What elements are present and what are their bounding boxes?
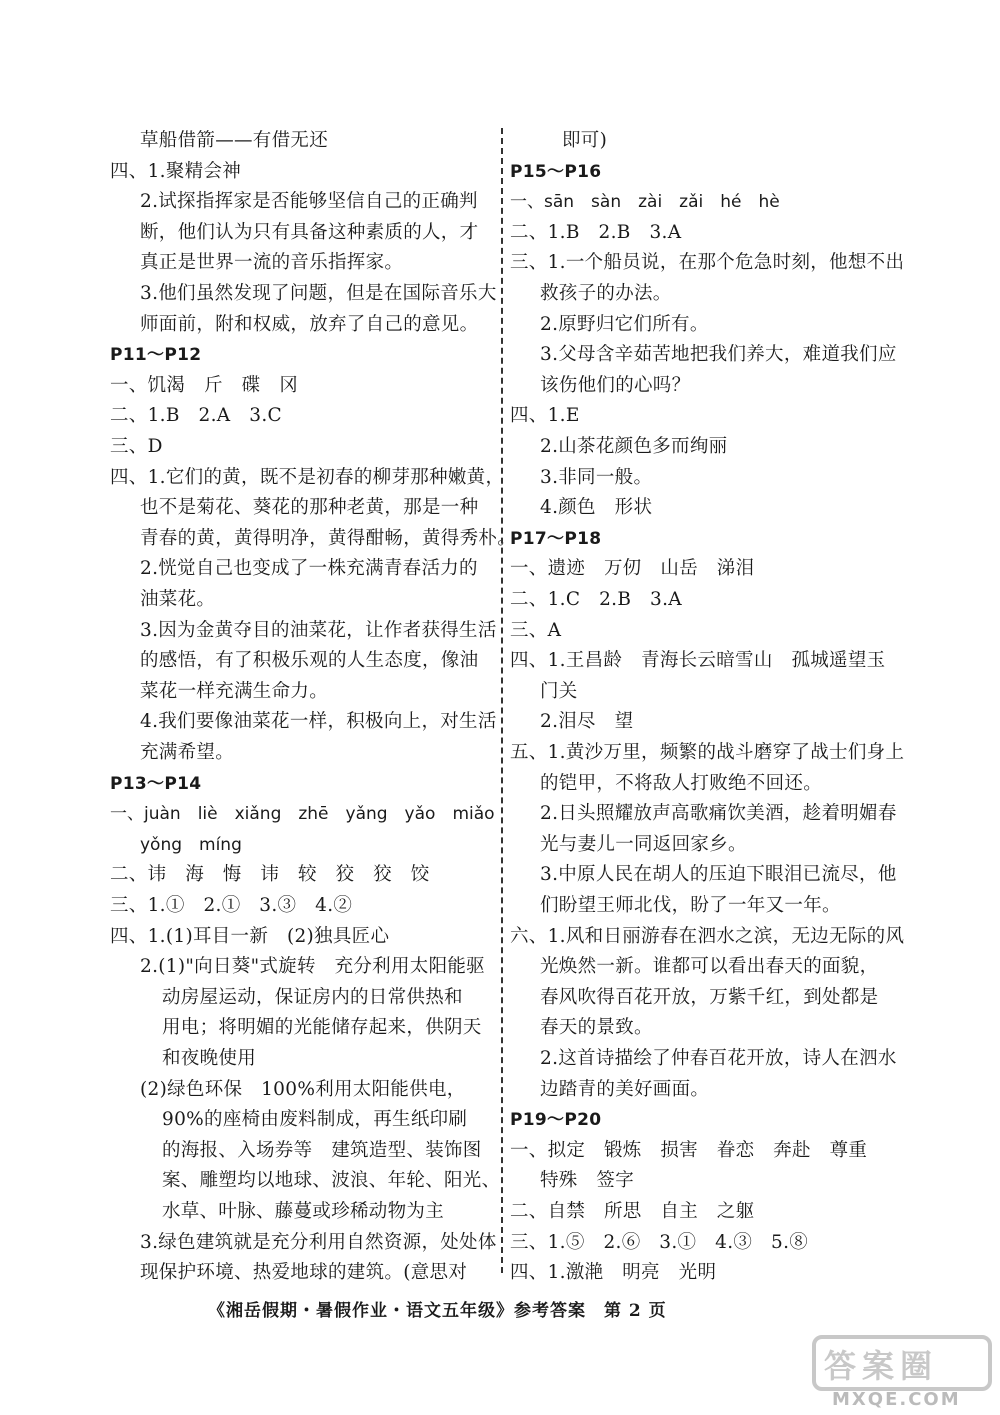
answer-line: 水草、叶脉、藤蔓或珍稀动物为主 bbox=[162, 1201, 445, 1222]
answer-line: 一、sān sàn zài zǎi hé hè bbox=[510, 192, 780, 213]
answer-line: 3.父母含辛茹苦地把我们养大，难道我们应 bbox=[540, 344, 897, 366]
answer-line: 2.日头照耀放声高歌痛饮美酒，趁着明媚春 bbox=[540, 803, 897, 825]
watermark-logo bbox=[812, 1335, 987, 1410]
answer-line: 三、D bbox=[110, 436, 163, 457]
answer-line: 春天的景致。 bbox=[540, 1017, 653, 1039]
answer-line: 案、雕塑均以地球、波浪、年轮、阳光、 bbox=[162, 1170, 501, 1192]
answer-line: 充满希望。 bbox=[140, 742, 235, 763]
answer-line: 的海报、入场券等 建筑造型、装饰图 bbox=[162, 1139, 482, 1161]
answer-line: (2)绿色环保 100%利用太阳能供电， bbox=[140, 1078, 466, 1100]
answer-line: 一、拟定 锻炼 损害 眷恋 奔赴 尊重 bbox=[510, 1139, 868, 1161]
answer-line: 一、饥渴 斤 碟 冈 bbox=[110, 374, 299, 396]
answer-line: 二、讳 海 悔 讳 较 狡 狡 饺 bbox=[110, 864, 430, 886]
answer-line: 3.绿色建筑就是充分利用自然资源，处处体 bbox=[140, 1231, 497, 1253]
answer-line: 3.中原人民在胡人的压迫下眼泪已流尽，他 bbox=[540, 864, 897, 886]
answer-line: 一、juàn liè xiǎng zhē yǎng yǎo miǎo bbox=[110, 804, 495, 825]
answer-line: 三、A bbox=[510, 619, 562, 641]
answer-line: 菜花一样充满生命力。 bbox=[140, 680, 329, 702]
answer-line: 春风吹得百花开放，万紫千红，到处都是 bbox=[540, 986, 879, 1008]
answer-line: 四、1.王昌龄 青海长云暗雪山 孤城遥望玉 bbox=[510, 650, 886, 672]
answer-line: 四、1.(1)耳目一新 (2)独具匠心 bbox=[110, 925, 390, 947]
answer-line: 和夜晚使用 bbox=[162, 1048, 257, 1069]
answer-line: 即可) bbox=[562, 130, 608, 151]
answer-line: 边踏青的美好画面。 bbox=[540, 1078, 710, 1100]
answer-line: 2.泪尽 望 bbox=[540, 711, 634, 733]
answer-line: 救孩子的办法。 bbox=[540, 283, 672, 304]
answer-line: 一、遗迹 万仞 山岳 涕泪 bbox=[510, 558, 755, 580]
answer-line: 四、1.E bbox=[510, 405, 580, 427]
answer-line: 们盼望王师北伐，盼了一年又一年。 bbox=[540, 895, 841, 916]
answer-line: 六、1.风和日丽游春在泗水之滨，无边无际的风 bbox=[510, 925, 905, 947]
answer-line: 3.非同一般。 bbox=[540, 466, 653, 488]
answer-line: yǒng míng bbox=[140, 834, 242, 855]
answer-line: 的铠甲，不将敌人打败绝不回还。 bbox=[540, 772, 823, 794]
answer-line: 二、1.B 2.A 3.C bbox=[110, 405, 282, 427]
answer-line: 2.试探指挥家是否能够坚信自己的正确判 bbox=[140, 191, 478, 213]
answer-line: 二、1.C 2.B 3.A bbox=[510, 589, 682, 610]
page-footer: 《湘岳假期・暑假作业・语文五年级》参考答案 第 2 页 bbox=[208, 1301, 667, 1321]
answer-line: 也不是菊花、葵花的那种老黄，那是一种 bbox=[140, 497, 479, 519]
answer-line: 三、1.⑤ 2.⑥ 3.① 4.③ 5.⑧ bbox=[510, 1231, 809, 1253]
section-heading: P15～P16 bbox=[510, 161, 602, 182]
answer-line: 四、1.激滟 明亮 光明 bbox=[510, 1262, 717, 1284]
answer-line: 青春的黄，黄得明净，黄得酣畅，黄得秀朴。 bbox=[140, 527, 517, 549]
answer-line: 2.原野归它们所有。 bbox=[540, 313, 709, 335]
answer-line: 该伤他们的心吗？ bbox=[540, 374, 691, 396]
column-divider bbox=[501, 128, 503, 1273]
answer-line: 2.山茶花颜色多而绚丽 bbox=[540, 436, 728, 457]
answer-line: 真正是世界一流的音乐指挥家。 bbox=[140, 252, 404, 274]
answer-line: 断，他们认为只有具备这种素质的人，才 bbox=[140, 221, 479, 243]
answer-line: 门关 bbox=[540, 680, 578, 702]
answer-line: 师面前，附和权威，放弃了自己的意见。 bbox=[140, 313, 479, 335]
answer-line: 五、1.黄沙万里，频繁的战斗磨穿了战士们身上 bbox=[510, 742, 905, 763]
answer-line: 光与妻儿一同返回家乡。 bbox=[540, 833, 747, 855]
answer-line: 的感悟，有了积极乐观的人生态度，像油 bbox=[140, 650, 479, 672]
answer-line: 3.因为金黄夺目的油菜花，让作者获得生活 bbox=[140, 619, 497, 641]
answer-line: 四、1.它们的黄，既不是初春的柳芽那种嫩黄， bbox=[110, 466, 505, 488]
answer-line: 二、自禁 所思 自主 之躯 bbox=[510, 1201, 755, 1222]
answer-line: 2.恍觉自己也变成了一株充满青春活力的 bbox=[140, 558, 478, 580]
section-heading: P17～P18 bbox=[510, 528, 602, 549]
answer-line: 特殊 签字 bbox=[540, 1170, 635, 1192]
answer-line: 三、1.① 2.① 3.③ 4.② bbox=[110, 895, 353, 916]
answer-line: 4.颜色 形状 bbox=[540, 497, 653, 519]
watermark-url: MXQE.COM bbox=[832, 1389, 961, 1410]
answer-line: 四、1.聚精会神 bbox=[110, 160, 242, 182]
answer-line: 光焕然一新。谁都可以看出春天的面貌， bbox=[540, 956, 879, 978]
section-heading: P19～P20 bbox=[510, 1110, 602, 1131]
answer-line: 油菜花。 bbox=[140, 589, 216, 610]
answer-line: 4.我们要像油菜花一样，积极向上，对生活 bbox=[140, 711, 497, 733]
answer-line: 草船借箭——有借无还 bbox=[140, 130, 329, 151]
answer-line: 2.(1)"向日葵"式旋转 充分利用太阳能驱 bbox=[140, 956, 485, 978]
watermark-text: 答案圈 bbox=[824, 1347, 939, 1385]
answer-line: 现保护环境、热爱地球的建筑。(意思对 bbox=[140, 1262, 468, 1284]
answer-line: 动房屋运动，保证房内的日常供热和 bbox=[162, 986, 463, 1008]
answer-line: 2.这首诗描绘了仲春百花开放，诗人在泗水 bbox=[540, 1048, 897, 1069]
section-heading: P13～P14 bbox=[110, 773, 202, 794]
answer-line: 三、1.一个船员说，在那个危急时刻，他想不出 bbox=[510, 252, 905, 274]
answer-line: 用电；将明媚的光能储存起来，供阴天 bbox=[162, 1017, 482, 1039]
section-heading: P11～P12 bbox=[110, 345, 202, 366]
answer-line: 3.他们虽然发现了问题，但是在国际音乐大 bbox=[140, 283, 497, 304]
answer-line: 90%的座椅由废料制成，再生纸印刷 bbox=[162, 1109, 468, 1131]
answer-line: 二、1.B 2.B 3.A bbox=[510, 221, 682, 243]
